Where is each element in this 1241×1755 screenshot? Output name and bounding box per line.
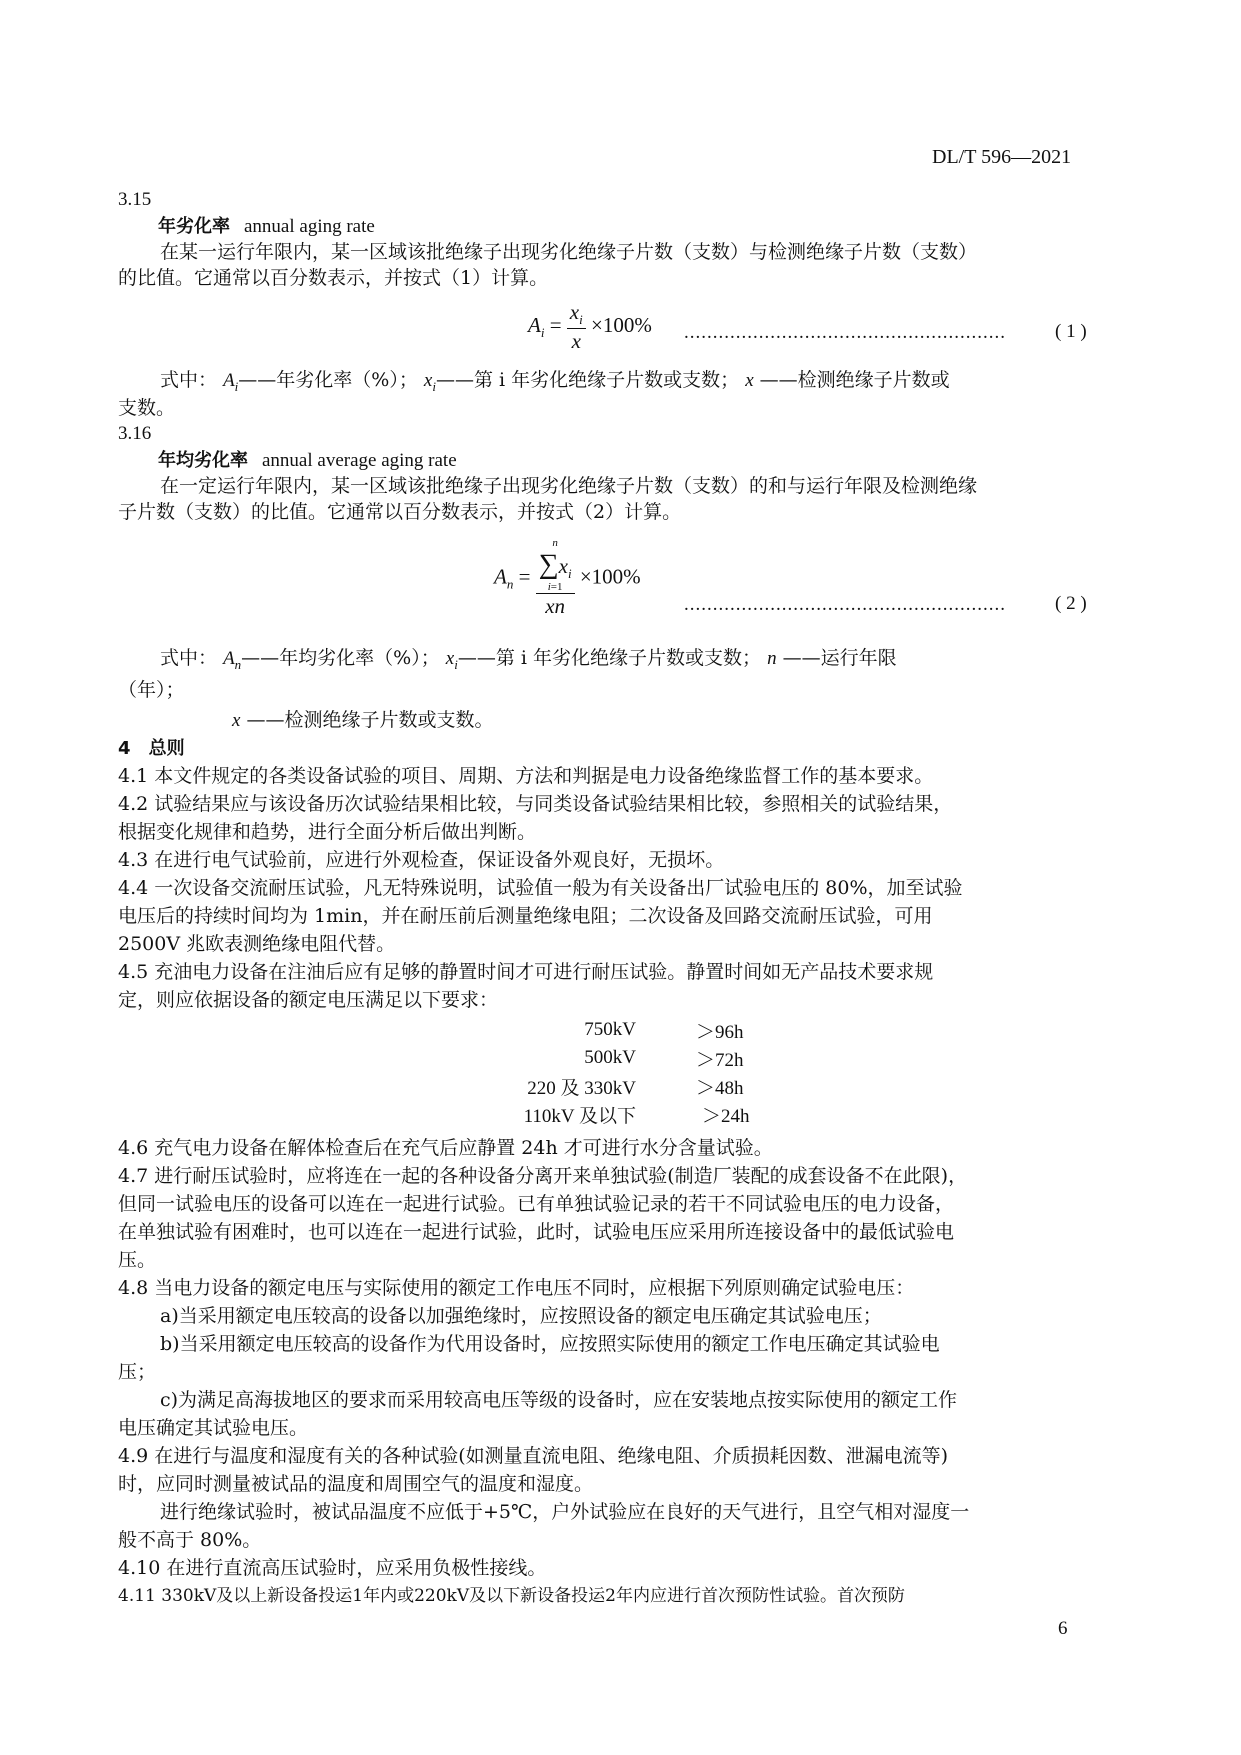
clause-line: 4.2 试验结果应与该设备历次试验结果相比较，与同类设备试验结果相比较，参照相关的试验结果， <box>118 793 953 815</box>
where-prefix: 式中： <box>160 369 218 391</box>
clause-line: 般不高于 80%。 <box>118 1529 262 1551</box>
where-prefix: 式中： <box>160 647 218 669</box>
where-def: ——运行年限 <box>782 647 897 669</box>
clause-line: 压； <box>118 1361 157 1383</box>
section-number-3-15: 3.15 <box>118 189 152 210</box>
term-3-16 <box>158 446 457 475</box>
clause-line: 4.8 当电力设备的额定电压与实际使用的额定工作电压不同时，应根据下列原则确定试验电压： <box>118 1277 915 1299</box>
where-cont: 支数。 <box>118 397 176 419</box>
where-def: ——第 i 年劣化绝缘子片数或支数； <box>435 369 740 391</box>
clause-line: 4.10 在进行直流高压试验时，应采用负极性接线。 <box>118 1557 547 1579</box>
section-heading-4 <box>118 734 185 763</box>
clause-line: 4.4 一次设备交流耐压试验，凡无特殊说明，试验值一般为有关设备出厂试验电压的 80%，加至试验 <box>118 877 963 899</box>
where-line-3-15: 式中： $A_i——$年劣化率（%）； $x_i——$第 i 年劣化绝缘子片数或支数； x ——检测绝缘子片数或 <box>160 369 950 394</box>
clause-line: 4.5 充油电力设备在注油后应有足够的静置时间才可进行耐压试验。静置时间如无产品技术要求规 <box>118 961 934 983</box>
time-cell: ＞72h <box>696 1049 744 1071</box>
table-row <box>440 1044 750 1072</box>
formula-1: $A_i$ = $\frac{x_i}{x}$ ×100% <box>528 300 652 354</box>
where-cont: （年）； <box>118 679 185 701</box>
definition-line: 在一定运行年限内，某一区域该批绝缘子出现劣化绝缘子片数（支数）的和与运行年限及检测绝缘 <box>160 475 978 497</box>
clause-line: 但同一试验电压的设备可以连在一起进行试验。已有单独试验记录的若干不同试验电压的电力设备， <box>118 1193 955 1215</box>
definition-line: 在某一运行年限内，某一区域该批绝缘子出现劣化绝缘子片数（支数）与检测绝缘子片数（支数） <box>160 241 978 263</box>
where-line-x: x ——检测绝缘子片数或支数。 <box>232 709 494 731</box>
clause-line: 4.7 进行耐压试验时，应将连在一起的各种设备分离开来单独试验(制造厂装配的成套设备不在此限)， <box>118 1165 968 1187</box>
formula-2: $A_n$ = n $\sum x_i$ i=1 xn ×100% <box>494 537 641 619</box>
page-number: 6 <box>1058 1618 1068 1639</box>
formula-number-1: ( 1 ) <box>1055 321 1087 342</box>
clause-line: b)当采用额定电压较高的设备作为代用设备时，应按照实际使用的额定工作电压确定其试验电 <box>160 1333 940 1355</box>
voltage-cell: 110kV 及以下 <box>523 1105 636 1127</box>
static-time-table <box>440 1016 750 1128</box>
clause-line: 时，应同时测量被试品的温度和周围空气的温度和湿度。 <box>118 1473 594 1495</box>
clause-line: 4.6 充气电力设备在解体检查后在充气后应静置 24h 才可进行水分含量试验。 <box>118 1137 773 1159</box>
clause-line: c)为满足高海拔地区的要求而采用较高电压等级的设备时，应在安装地点按实际使用的额定工作 <box>160 1389 958 1411</box>
voltage-cell: 500kV <box>584 1047 636 1068</box>
table-row <box>440 1016 750 1044</box>
clause-line: 4.1 本文件规定的各类设备试验的项目、周期、方法和判据是电力设备绝缘监督工作的基本要求。 <box>118 765 934 787</box>
time-cell: ＞24h <box>702 1105 750 1127</box>
heading-title: 总则 <box>148 738 185 759</box>
formula-leader-dots: ........................................................ <box>684 322 1006 343</box>
clause-line: 在单独试验有困难时，也可以连在一起进行试验，此时，试验电压应采用所连接设备中的最低试验电 <box>118 1221 955 1243</box>
clause-line: 电压确定其试验电压。 <box>118 1417 309 1439</box>
heading-number: 4 <box>118 738 131 759</box>
clause-line: 根据变化规律和趋势，进行全面分析后做出判断。 <box>118 821 537 843</box>
clause-line: 定，则应依据设备的额定电压满足以下要求： <box>118 989 499 1011</box>
where-def: ——年均劣化率（%）； <box>241 647 440 669</box>
clause-line: 压。 <box>118 1249 157 1271</box>
voltage-cell: 220 及 330kV <box>527 1077 636 1099</box>
table-row <box>440 1100 750 1128</box>
where-def: ——检测绝缘子片数或 <box>759 369 950 391</box>
section-number-3-16: 3.16 <box>118 423 152 444</box>
where-def: ——年劣化率（%）； <box>238 369 418 391</box>
clause-line: 4.9 在进行与温度和湿度有关的各种试验(如测量直流电阻、绝缘电阻、介质损耗因数、泄漏电流等) <box>118 1445 949 1467</box>
definition-line: 的比值。它通常以百分数表示，并按式（1）计算。 <box>118 267 549 289</box>
term-cn: 年均劣化率 <box>158 450 248 471</box>
voltage-cell: 750kV <box>584 1019 636 1040</box>
clause-line: 4.3 在进行电气试验前，应进行外观检查，保证设备外观良好，无损坏。 <box>118 849 725 871</box>
clause-line: 进行绝缘试验时，被试品温度不应低于+5℃，户外试验应在良好的天气进行，且空气相对湿度一 <box>160 1501 970 1523</box>
where-def: ——检测绝缘子片数或支数。 <box>246 709 494 731</box>
clause-line: 2500V 兆欧表测绝缘电阻代替。 <box>118 933 396 955</box>
time-cell: ＞96h <box>696 1021 744 1043</box>
table-row <box>440 1072 750 1100</box>
term-en: annual average aging rate <box>262 450 457 471</box>
standard-code: DL/T 596—2021 <box>932 146 1072 168</box>
time-cell: ＞48h <box>696 1077 744 1099</box>
where-def: ——第 i 年劣化绝缘子片数或支数； <box>457 647 762 669</box>
clause-line: 4.11 330kV及以上新设备投运1年内或220kV及以下新设备投运2年内应进行首次预防性试验。首次预防 <box>118 1586 905 1606</box>
formula-leader-dots: ........................................................ <box>684 594 1006 615</box>
definition-line: 子片数（支数）的比值。它通常以百分数表示，并按式（2）计算。 <box>118 501 682 523</box>
term-cn: 年劣化率 <box>158 216 230 237</box>
term-3-15 <box>158 212 375 241</box>
clause-line: a)当采用额定电压较高的设备以加强绝缘时，应按照设备的额定电压确定其试验电压； <box>160 1305 882 1327</box>
formula-number-2: ( 2 ) <box>1055 593 1087 614</box>
where-line-3-16: 式中： $A_n——$年均劣化率（%）； $x_i——$第 i 年劣化绝缘子片数或支数； n ——运行年限 <box>160 647 897 672</box>
clause-line: 电压后的持续时间均为 1min，并在耐压前后测量绝缘电阻；二次设备及回路交流耐压试验，可用 <box>118 905 933 927</box>
term-en: annual aging rate <box>244 216 375 237</box>
